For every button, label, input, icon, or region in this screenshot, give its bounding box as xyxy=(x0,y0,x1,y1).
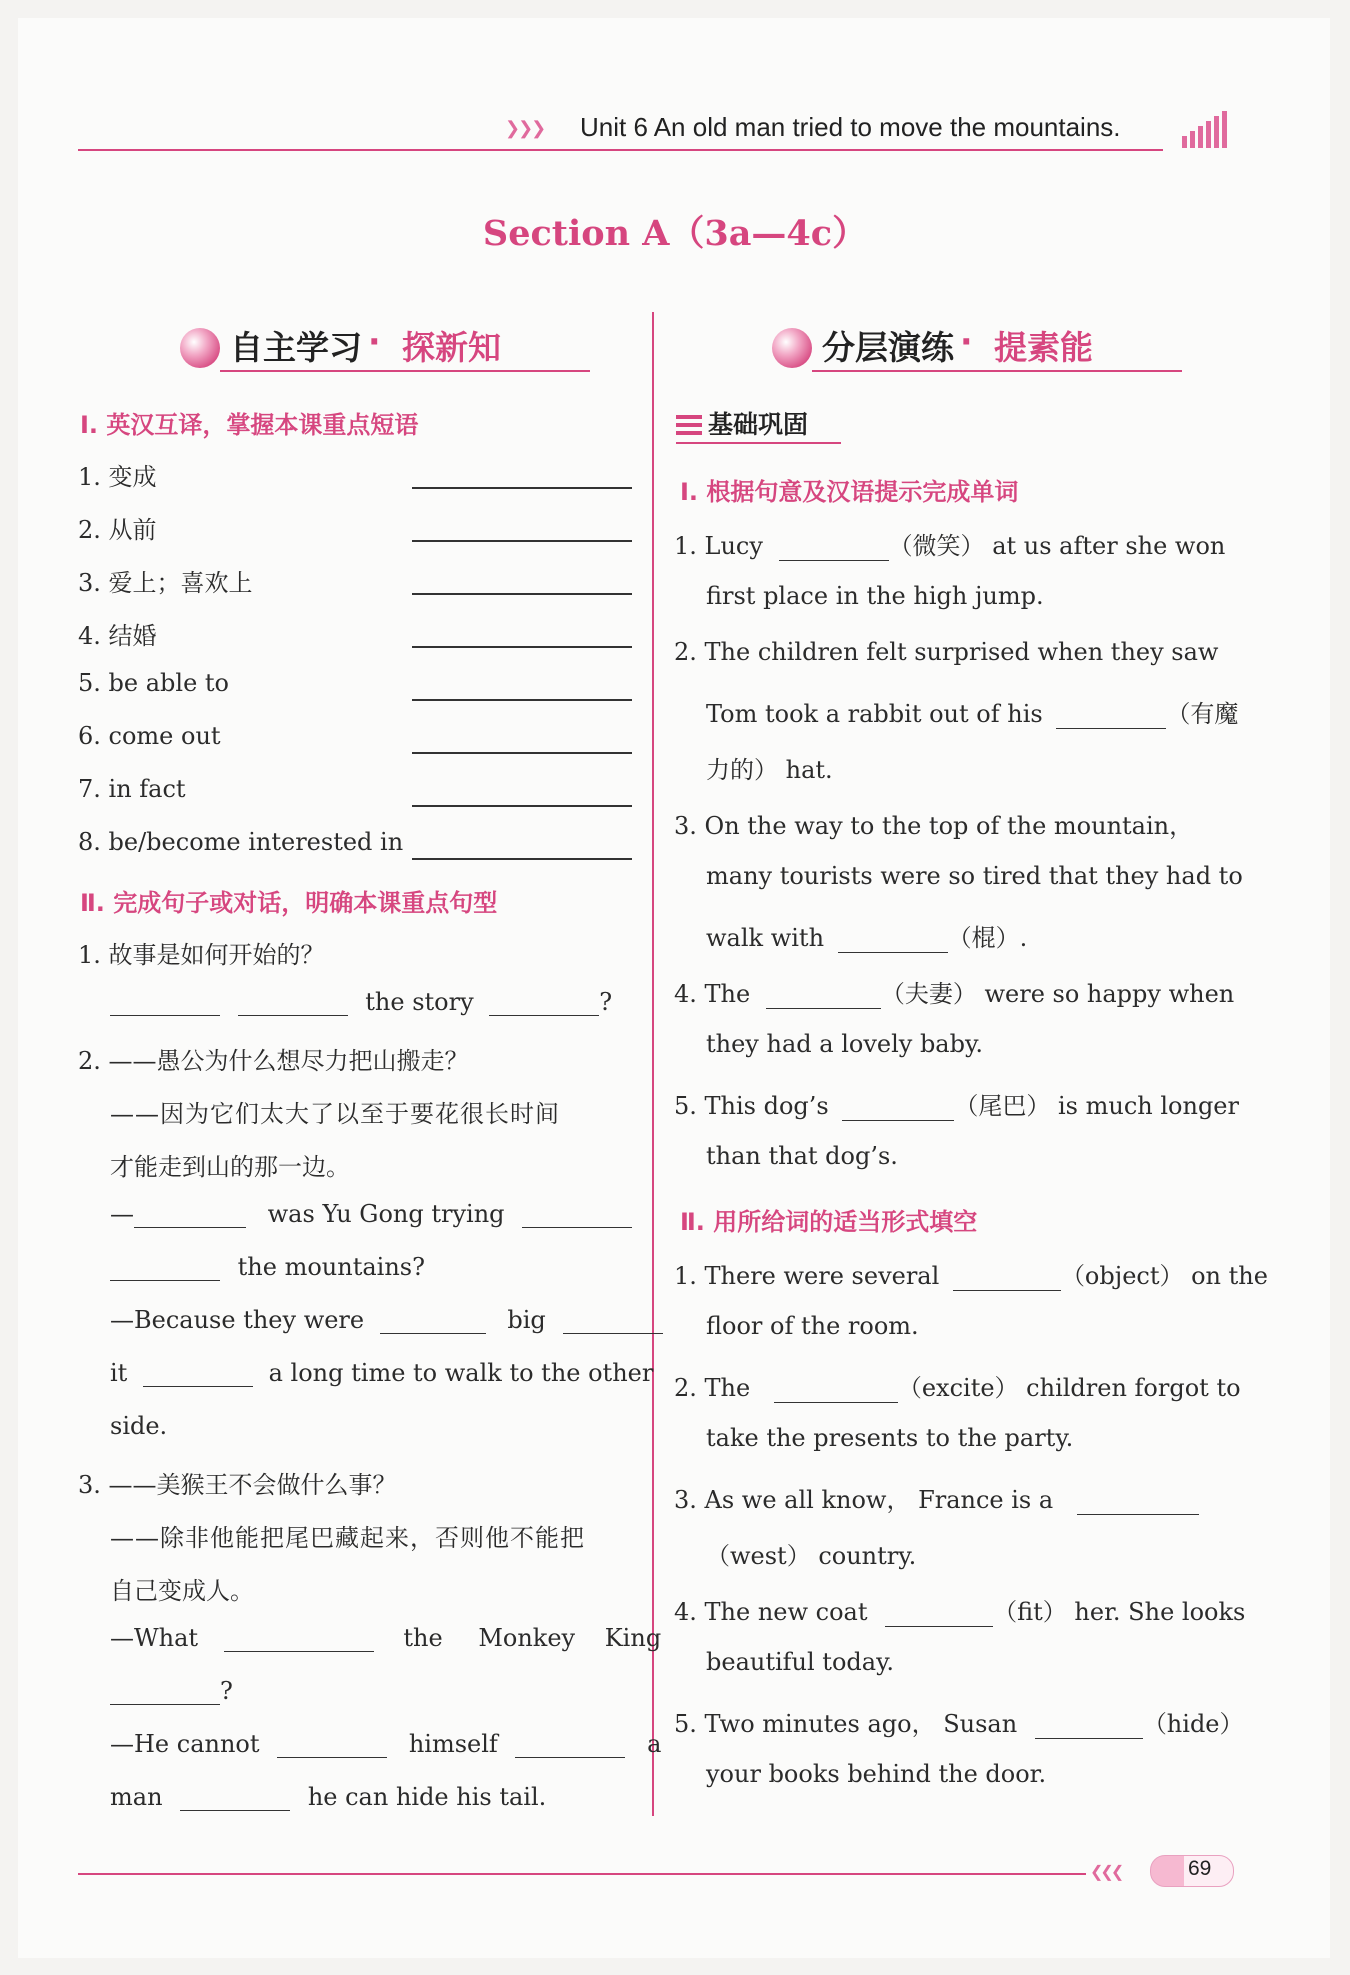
q1-blank-3[interactable] xyxy=(489,989,599,1016)
q2-en-line-1 xyxy=(110,1200,632,1228)
q2-blank-3[interactable] xyxy=(110,1254,220,1281)
r1-blank[interactable] xyxy=(779,534,889,561)
r3-blank[interactable] xyxy=(838,926,948,953)
r4-text-a: 4. The xyxy=(674,980,751,1008)
left-title-accent: 探新知 xyxy=(402,328,501,367)
r5-line-2: than that dog’s. xyxy=(706,1142,898,1170)
vocab-item-6: 6. come out xyxy=(78,722,221,750)
q1-answer-line xyxy=(110,988,612,1016)
pink-ball-icon xyxy=(772,328,812,368)
r3-line-1: 3. On the way to the top of the mountain， xyxy=(674,812,1194,840)
r5-blank[interactable] xyxy=(842,1094,954,1121)
vocab-item-5: 5. be able to xyxy=(78,669,229,697)
s4-text-b: （fit） her. She looks xyxy=(993,1598,1246,1626)
left-title-dot: · xyxy=(368,322,381,361)
left-column-title xyxy=(180,318,540,370)
s2-text-a: 2. The xyxy=(674,1374,751,1402)
q3-en-line-2 xyxy=(110,1677,233,1705)
s3-blank[interactable] xyxy=(1077,1488,1199,1515)
s3-line-2: （west） country. xyxy=(706,1542,917,1570)
r1-line-2: first place in the high jump. xyxy=(706,582,1044,610)
left-part2-heading: Ⅱ. 完成句子或对话，明确本课重点句型 xyxy=(80,889,498,917)
r5-line-1 xyxy=(674,1086,1239,1121)
q3-the-text: the xyxy=(403,1624,443,1652)
s5-text-b: （hide） xyxy=(1142,1710,1244,1738)
q3-king-text: King xyxy=(604,1624,662,1652)
q3-cn-line-1: ——除非他能把尾巴藏起来，否则他不能把 xyxy=(110,1524,585,1552)
q3-man-text: man xyxy=(110,1783,163,1811)
s5-line-1 xyxy=(674,1704,1244,1739)
q3-en-line-1 xyxy=(110,1624,661,1652)
s2-line-2: take the presents to the party. xyxy=(706,1424,1074,1452)
vocab-item-2: 2. 从前 xyxy=(78,516,157,544)
s5-blank[interactable] xyxy=(1035,1712,1143,1739)
q1-blank-2[interactable] xyxy=(238,989,348,1016)
footer-rule xyxy=(78,1873,1086,1875)
s1-text-b: （object） on the xyxy=(1060,1262,1268,1290)
vocab-item-1: 1. 变成 xyxy=(78,463,157,491)
q3-prompt: 3. ——美猴王不会做什么事？ xyxy=(78,1471,397,1499)
right-title-main: 分层演练 xyxy=(822,328,954,367)
right-column-title xyxy=(772,318,1132,370)
q2-because-text: —Because they were xyxy=(110,1306,365,1334)
q2-big-text: big xyxy=(507,1306,546,1334)
s4-text-a: 4. The new coat xyxy=(674,1598,868,1626)
vocab-answer-8[interactable] xyxy=(412,858,632,860)
q1-question-mark: ? xyxy=(599,988,613,1016)
r3-line-3 xyxy=(706,918,1027,953)
r2-line-2 xyxy=(706,694,1238,729)
q2-en-line-2 xyxy=(110,1253,425,1281)
r2-blank[interactable] xyxy=(1056,702,1166,729)
r2-text-b: Tom took a rabbit out of his xyxy=(706,700,1043,728)
s1-text-a: 1. There were several xyxy=(674,1262,940,1290)
q2-dash: — xyxy=(110,1200,134,1228)
vocab-answer-3[interactable] xyxy=(412,593,632,595)
q1-prompt: 1. 故事是如何开始的？ xyxy=(78,941,325,969)
right-title-underline xyxy=(812,370,1182,372)
s1-line-2: floor of the room. xyxy=(706,1312,919,1340)
vocab-answer-1[interactable] xyxy=(412,487,632,489)
q3-question-mark: ? xyxy=(220,1677,233,1705)
q2-cn-line-1: ——因为它们太大了以至于要花很长时间 xyxy=(110,1100,560,1128)
r1-line-1 xyxy=(674,526,1225,561)
r5-text-b: （尾巴） is much longer xyxy=(954,1092,1239,1120)
left-part1-heading: Ⅰ. 英汉互译，掌握本课重点短语 xyxy=(80,411,419,439)
r4-text-b: （夫妻） were so happy when xyxy=(880,980,1235,1008)
vocab-item-7: 7. in fact xyxy=(78,775,186,803)
right-title-accent: 提素能 xyxy=(994,328,1093,367)
q3-himself-text: himself xyxy=(408,1730,498,1758)
q2-blank-5[interactable] xyxy=(563,1307,663,1334)
column-divider xyxy=(652,312,654,1816)
q2-was-text: was Yu Gong trying xyxy=(267,1200,505,1228)
r4-line-2: they had a lovely baby. xyxy=(706,1030,983,1058)
q2-blank-1[interactable] xyxy=(134,1201,246,1228)
q3-hide-text: he can hide his tail. xyxy=(307,1783,547,1811)
q2-en-line-3 xyxy=(110,1306,663,1334)
q2-blank-4[interactable] xyxy=(380,1307,486,1334)
q2-en-line-4 xyxy=(110,1359,653,1387)
book-stack-icon xyxy=(676,415,702,435)
r2-line-1: 2. The children felt surprised when they saw xyxy=(674,638,1219,666)
r5-text-a: 5. This dog’s xyxy=(674,1092,829,1120)
q2-blank-2[interactable] xyxy=(522,1201,632,1228)
q1-the-story: the story xyxy=(365,988,474,1016)
vocab-item-3: 3. 爱上；喜欢上 xyxy=(78,569,253,597)
s3-text-a: 3. As we all know， France is a xyxy=(674,1486,1054,1514)
s3-line-1 xyxy=(674,1480,1199,1515)
s4-blank[interactable] xyxy=(885,1600,993,1627)
vocab-item-4: 4. 结婚 xyxy=(78,622,157,650)
s1-blank[interactable] xyxy=(953,1264,1061,1291)
left-title-main: 自主学习 xyxy=(230,328,362,367)
q1-blank-1[interactable] xyxy=(110,989,220,1016)
s5-text-a: 5. Two minutes ago， Susan xyxy=(674,1710,1018,1738)
right-part2-heading: Ⅱ. 用所给词的适当形式填空 xyxy=(680,1208,978,1236)
r2-text-c: （有魔 xyxy=(1166,700,1239,728)
vocab-answer-2[interactable] xyxy=(412,540,632,542)
s2-text-b: （excite） children forgot to xyxy=(897,1374,1241,1402)
r4-blank[interactable] xyxy=(766,982,881,1009)
bar-graph-icon xyxy=(1180,110,1228,148)
header-arrows-icon: ❯❯❯ xyxy=(505,118,545,139)
section-title: Section A（3a—4c） xyxy=(482,213,868,254)
q3-monkey-text: Monkey xyxy=(478,1624,576,1652)
header-rule xyxy=(78,149,1163,151)
r1-text-b: （微笑） at us after she won xyxy=(888,532,1226,560)
vocab-answer-6[interactable] xyxy=(412,752,632,754)
s5-line-2: your books behind the door. xyxy=(706,1760,1047,1788)
q2-mountains-text: the mountains? xyxy=(237,1253,425,1281)
s4-line-2: beautiful today. xyxy=(706,1648,895,1676)
basic-consolidation-badge xyxy=(676,405,808,441)
vocab-item-8: 8. be/become interested in xyxy=(78,828,404,856)
footer-arrows-icon: ❮❮❮ xyxy=(1090,1862,1122,1881)
r2-line-3: 力的） hat. xyxy=(706,756,833,784)
s2-line-1 xyxy=(674,1368,1241,1403)
vocab-answer-4[interactable] xyxy=(412,646,632,648)
badge-label: 基础巩固 xyxy=(708,410,809,439)
q2-side-text: side. xyxy=(110,1412,168,1440)
r3-text-d: （棍）. xyxy=(947,924,1028,952)
pink-ball-icon xyxy=(180,328,220,368)
q2-blank-6[interactable] xyxy=(143,1360,253,1387)
q2-prompt: 2. ——愚公为什么想尽力把山搬走？ xyxy=(78,1047,469,1075)
vocab-answer-7[interactable] xyxy=(412,805,632,807)
q2-it-text: it xyxy=(110,1359,128,1387)
r4-line-1 xyxy=(674,974,1234,1009)
r3-line-2: many tourists were so tired that they had to xyxy=(706,862,1243,890)
q3-a-text: a xyxy=(647,1730,662,1758)
right-part1-heading: Ⅰ. 根据句意及汉语提示完成单词 xyxy=(680,478,1019,506)
vocab-answer-5[interactable] xyxy=(412,699,632,701)
q2-long-text: a long time to walk to the other xyxy=(268,1359,654,1387)
page-number: 69 xyxy=(1188,1857,1212,1880)
q3-en-line-3 xyxy=(110,1730,661,1758)
s1-line-1 xyxy=(674,1256,1268,1291)
q3-blank-3[interactable] xyxy=(277,1731,387,1758)
r1-text-a: 1. Lucy xyxy=(674,532,763,560)
badge-underline xyxy=(676,442,841,444)
q3-he-cannot-text: —He cannot xyxy=(110,1730,260,1758)
unit-title: Unit 6 An old man tried to move the mountains. xyxy=(580,112,1121,142)
q3-blank-4[interactable] xyxy=(515,1731,625,1758)
q3-blank-2[interactable] xyxy=(110,1678,220,1705)
q3-blank-5[interactable] xyxy=(180,1784,290,1811)
right-title-dot: · xyxy=(960,322,973,361)
r3-text-c: walk with xyxy=(706,924,825,952)
q3-en-line-4 xyxy=(110,1783,546,1811)
left-title-underline xyxy=(220,370,590,372)
q2-cn-line-2: 才能走到山的那一边。 xyxy=(110,1153,350,1181)
s2-blank[interactable] xyxy=(774,1376,898,1403)
q3-what-text: —What xyxy=(110,1624,199,1652)
q3-cn-line-2: 自己变成人。 xyxy=(110,1577,254,1605)
q3-blank-1[interactable] xyxy=(224,1625,374,1652)
s4-line-1 xyxy=(674,1592,1245,1627)
